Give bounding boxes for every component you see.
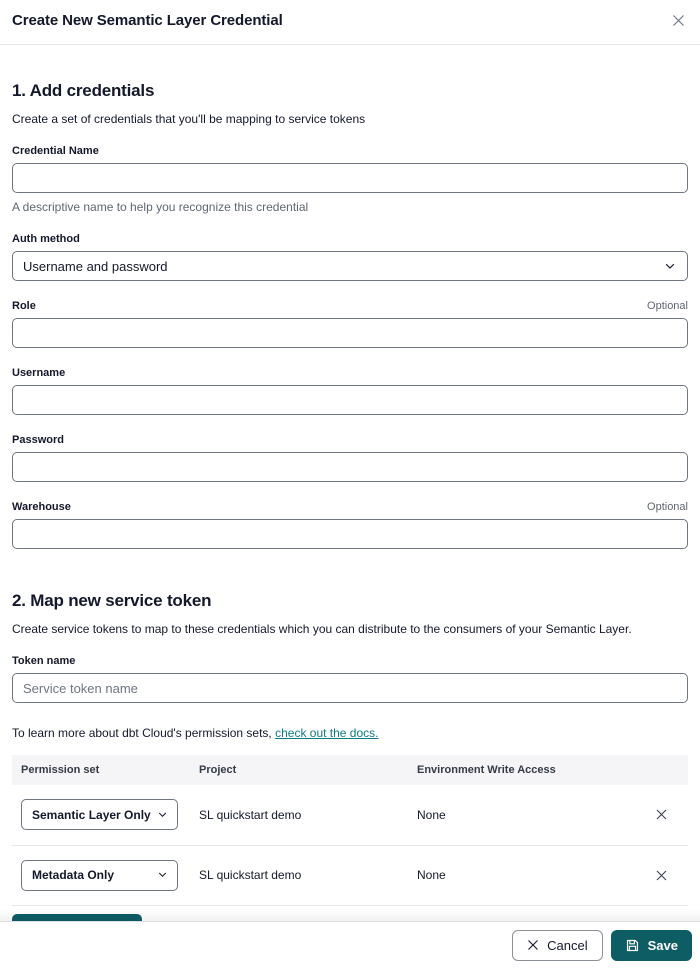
username-input[interactable] xyxy=(12,385,688,415)
chevron-down-icon xyxy=(158,812,167,818)
username-field-group xyxy=(12,367,688,415)
table-row xyxy=(12,845,688,905)
cancel-button[interactable] xyxy=(512,930,602,961)
auth-method-selected-value: Username and password xyxy=(23,258,168,274)
credential-name-input[interactable] xyxy=(12,163,688,193)
project-cell: SL quickstart demo xyxy=(190,785,408,845)
save-label: Save xyxy=(647,937,678,953)
role-input[interactable] xyxy=(12,318,688,348)
warehouse-input[interactable] xyxy=(12,519,688,549)
token-name-label: Token name xyxy=(12,655,76,667)
close-icon xyxy=(671,13,686,28)
role-label: Role xyxy=(12,300,36,312)
close-icon xyxy=(655,808,668,821)
permission-set-select[interactable] xyxy=(21,799,178,830)
env-write-access-cell: None xyxy=(408,785,640,845)
warehouse-label: Warehouse xyxy=(12,501,71,513)
scroll-shadow xyxy=(0,909,700,921)
token-name-input[interactable] xyxy=(12,673,688,703)
username-label: Username xyxy=(12,367,66,379)
credential-name-label: Credential Name xyxy=(12,145,99,157)
credential-name-helper: A descriptive name to help you recognize this credential xyxy=(12,200,309,214)
table-row xyxy=(12,785,688,845)
modal-footer xyxy=(0,921,700,968)
close-icon xyxy=(527,939,539,951)
permissions-table-header-row xyxy=(12,755,688,785)
close-icon xyxy=(655,869,668,882)
docs-line xyxy=(12,726,688,740)
permission-set-select[interactable] xyxy=(21,860,178,891)
auth-method-field-group xyxy=(12,233,688,281)
auth-method-select[interactable] xyxy=(12,251,688,281)
password-label: Password xyxy=(12,434,64,446)
password-field-group xyxy=(12,434,688,482)
env-write-access-cell: None xyxy=(408,845,640,905)
permission-set-selected-value: Metadata Only xyxy=(32,868,115,882)
docs-link[interactable]: check out the docs. xyxy=(275,726,379,740)
role-field-group xyxy=(12,300,688,348)
section-map-service-token xyxy=(12,591,688,940)
password-input[interactable] xyxy=(12,452,688,482)
docs-text: To learn more about dbt Cloud's permission sets, xyxy=(12,726,276,740)
remove-permission-button[interactable] xyxy=(649,803,673,827)
credential-name-field-group xyxy=(12,145,688,214)
close-button[interactable] xyxy=(666,8,690,32)
permission-set-selected-value: Semantic Layer Only xyxy=(32,807,151,822)
chevron-down-icon xyxy=(665,263,675,270)
role-optional-tag: Optional xyxy=(647,300,688,312)
column-header-actions xyxy=(640,755,688,785)
section2-heading: 2. Map new service token xyxy=(12,591,212,610)
remove-permission-button[interactable] xyxy=(649,863,673,887)
section2-description: Create service tokens to map to these credentials which you can distribute to the consumers of your Semantic Layer. xyxy=(12,622,632,636)
permissions-table xyxy=(12,755,688,906)
column-header-permission-set: Permission set xyxy=(12,755,190,785)
section1-description: Create a set of credentials that you'll be mapping to service tokens xyxy=(12,112,366,126)
auth-method-label: Auth method xyxy=(12,233,80,245)
cancel-label: Cancel xyxy=(547,937,588,953)
save-button[interactable] xyxy=(611,930,692,961)
chevron-down-icon xyxy=(158,872,167,878)
modal-header xyxy=(0,0,700,45)
modal-title: Create New Semantic Layer Credential xyxy=(12,12,283,29)
save-disk-icon xyxy=(625,938,640,953)
project-cell: SL quickstart demo xyxy=(190,845,408,905)
section-add-credentials xyxy=(12,81,688,549)
column-header-project: Project xyxy=(190,755,408,785)
section1-heading: 1. Add credentials xyxy=(12,81,155,100)
warehouse-optional-tag: Optional xyxy=(647,501,688,513)
warehouse-field-group xyxy=(12,501,688,549)
modal-body xyxy=(0,81,700,940)
token-name-field-group xyxy=(12,655,688,703)
column-header-environment-write-access: Environment Write Access xyxy=(408,755,640,785)
